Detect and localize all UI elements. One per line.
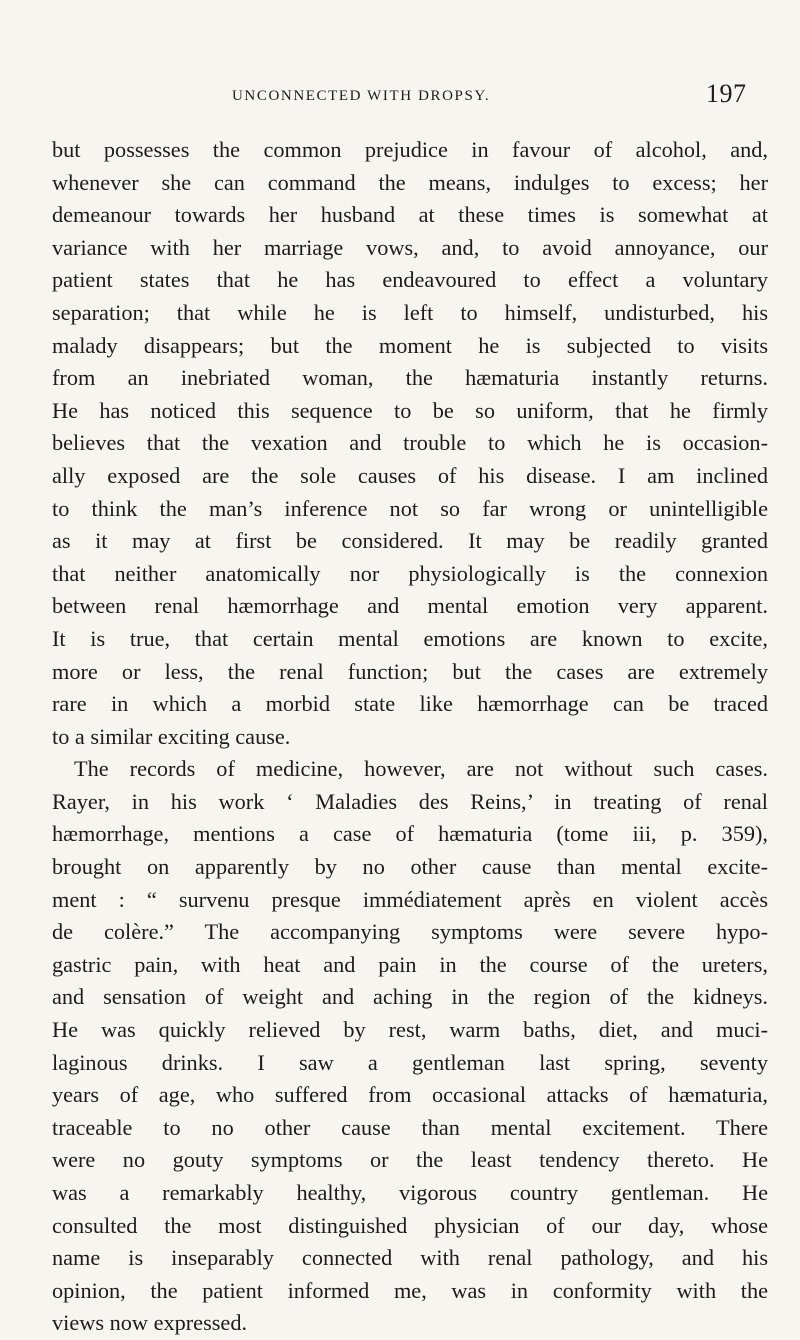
paragraph-end-line: to a similar exciting cause. xyxy=(52,723,291,749)
text-line: Rayer, in his work ‘ Maladies des Reins,’ in treating of renal xyxy=(52,788,768,814)
text-line: were no gouty symptoms or the least tendency thereto. He xyxy=(52,1147,768,1173)
text-line: He has noticed this sequence to be so uniform, that he firmly xyxy=(52,397,768,423)
text-line: It is true, that certain mental emotions are known to excite, xyxy=(52,625,768,651)
text-line: was a remarkably healthy, vigorous country gentleman. He xyxy=(52,1180,768,1205)
text-line: to think the man’s inference not so far wrong or unintelligible xyxy=(52,495,768,521)
text-line: gastric pain, with heat and pain in the course of the ureters, xyxy=(52,951,768,977)
text-line: brought on apparently by no other cause than mental excite- xyxy=(52,854,768,880)
text-line: He was quickly relieved by rest, warm baths, diet, and muci- xyxy=(52,1017,768,1043)
body-text xyxy=(52,134,768,1340)
running-head: UNCONNECTED WITH DROPSY. xyxy=(232,88,491,104)
text-line: as it may at first be considered. It may be readily granted xyxy=(52,528,768,554)
text-line: between renal hæmorrhage and mental emotion very apparent. xyxy=(52,593,768,619)
text-line: ment : “ survenu presque immédiatement après en violent accès xyxy=(52,886,768,912)
text-line: but possesses the common prejudice in favour of alcohol, and, xyxy=(52,137,768,162)
text-line: ally exposed are the sole causes of his disease. I am inclined xyxy=(52,462,768,488)
text-line: de colère.” The accompanying symptoms were severe hypo- xyxy=(52,919,768,945)
text-line: more or less, the renal function; but the cases are extremely xyxy=(52,658,768,684)
text-line: years of age, who suffered from occasional attacks of hæmaturia, xyxy=(52,1082,768,1108)
text-line: demeanour towards her husband at these times is somewhat at xyxy=(52,202,768,228)
text-line: whenever she can command the means, indulges to excess; her xyxy=(52,169,768,195)
text-line: name is inseparably connected with renal pathology, and his xyxy=(52,1245,768,1271)
text-line: traceable to no other cause than mental excitement. There xyxy=(52,1114,768,1140)
text-line: and sensation of weight and aching in the region of the kidneys. xyxy=(52,984,768,1010)
text-line: believes that the vexation and trouble to which he is occasion- xyxy=(52,430,768,456)
text-line: malady disappears; but the moment he is subjected to visits xyxy=(52,332,768,358)
text-line: opinion, the patient informed me, was in conformity with the xyxy=(52,1277,768,1303)
page-number: 197 xyxy=(706,79,747,108)
text-line: from an inebriated woman, the hæmaturia instantly returns. xyxy=(52,365,768,391)
text-line: that neither anatomically nor physiologically is the connexion xyxy=(52,560,768,586)
text-line: rare in which a morbid state like hæmorrhage can be traced xyxy=(52,691,768,717)
text-line: consulted the most distinguished physician of our day, whose xyxy=(52,1212,768,1238)
text-line: variance with her marriage vows, and, to avoid annoyance, our xyxy=(52,234,768,260)
text-line: laginous drinks. I saw a gentleman last spring, seventy xyxy=(52,1049,768,1075)
text-line: patient states that he has endeavoured to effect a voluntary xyxy=(52,267,768,293)
paragraph-end-line: views now expressed. xyxy=(52,1310,248,1336)
paragraph-start-line: The records of medicine, however, are not without such cases. xyxy=(74,756,768,782)
text-line: hæmorrhage, mentions a case of hæmaturia (tome iii, p. 359), xyxy=(52,821,768,847)
text-line: separation; that while he is left to himself, undisturbed, his xyxy=(52,299,768,325)
